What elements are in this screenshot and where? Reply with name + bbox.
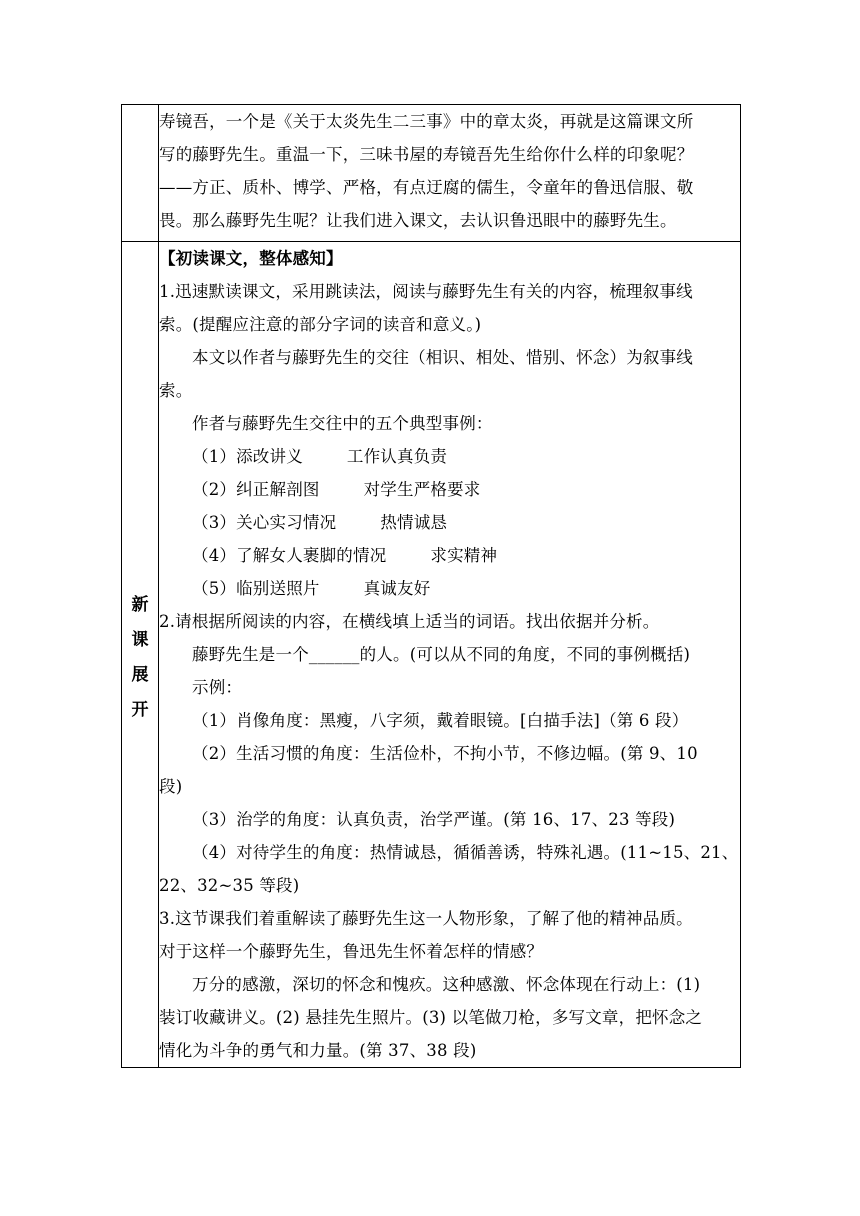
event-text: （2）纠正解剖图 (192, 480, 320, 499)
answer-3-line: 情化为斗争的勇气和力量。(第 37、38 段) (159, 1041, 477, 1060)
event-item (159, 440, 740, 473)
section-label-char: 新 (131, 594, 149, 615)
event-quality: 求实精神 (430, 546, 498, 565)
question-3-line: 3.这节课我们着重解读了藤野先生这一人物形象，了解了他的精神品质。 (159, 909, 693, 928)
example-item-cont: 22、32~35 等段) (159, 876, 300, 895)
intro-line: ——方正、质朴、博学、严格，有点迂腐的儒生，令童年的鲁迅信服、敬 (159, 178, 694, 197)
new-lesson-row (122, 242, 741, 1068)
lesson-content-cell (159, 242, 741, 1068)
intro-line: 写的藤野先生。重温一下，三味书屋的寿镜吾先生给你什么样的印象呢？ (159, 145, 694, 164)
answer-3-line: 万分的感激，深切的怀念和愧疚。这种感激、怀念体现在行动上：(1) (192, 975, 701, 994)
answer-1-intro: 作者与藤野先生交往中的五个典型事例： (192, 414, 493, 433)
question-1-line: 索。(提醒应注意的部分字词的读音和意义。) (159, 315, 482, 334)
intro-line: 寿镜吾，一个是《关于太炎先生二三事》中的章太炎，再就是这篇课文所 (159, 112, 694, 131)
event-item (159, 539, 740, 572)
event-text: （1）添改讲义 (192, 447, 303, 466)
question-1-line: 1.迅速默读课文，采用跳读法，阅读与藤野先生有关的内容，梳理叙事线 (159, 282, 693, 301)
section-label (122, 590, 158, 720)
intro-row (122, 105, 741, 242)
event-item (159, 506, 740, 539)
example-item-cont: 段) (159, 777, 183, 796)
section-label-char: 展 (131, 664, 149, 685)
answer-1-line: 本文以作者与藤野先生的交往（相识、相处、惜别、怀念）为叙事线 (192, 348, 693, 367)
section-label-cell (122, 242, 159, 1068)
intro-label-cell (122, 105, 159, 242)
event-item (159, 473, 740, 506)
section-label-char: 开 (131, 699, 149, 720)
fill-blank: ______ (308, 645, 360, 664)
prompt-pre: 藤野先生是一个 (192, 645, 309, 664)
example-item: （3）治学的角度：认真负责，治学严谨。(第 16、17、23 等段) (192, 810, 676, 829)
answer-1-line: 索。 (159, 381, 193, 400)
event-item (159, 572, 740, 605)
event-text: （3）关心实习情况 (192, 513, 337, 532)
intro-line: 畏。那么藤野先生呢？让我们进入课文，去认识鲁迅眼中的藤野先生。 (159, 211, 677, 230)
question-2: 2.请根据所阅读的内容，在横线填上适当的词语。找出依据并分析。 (159, 612, 660, 631)
intro-content-cell (159, 105, 741, 242)
question-2-prompt (159, 638, 740, 671)
event-quality: 热情诚恳 (380, 513, 448, 532)
event-quality: 真诚友好 (363, 579, 431, 598)
example-label: 示例： (192, 678, 243, 697)
answer-3-line: 装订收藏讲义。(2) 悬挂先生照片。(3) 以笔做刀枪，多写文章，把怀念之 (159, 1008, 703, 1027)
example-item: （1）肖像角度：黑瘦，八字须，戴着眼镜。[白描手法]（第 6 段） (192, 711, 689, 730)
event-text: （4）了解女人裹脚的情况 (192, 546, 387, 565)
section-heading: 【初读课文，整体感知】 (159, 249, 343, 268)
event-quality: 工作认真负责 (346, 447, 448, 466)
example-item: （2）生活习惯的角度：生活俭朴，不拘小节，不修边幅。(第 9、10 (192, 744, 698, 763)
example-item: （4）对待学生的角度：热情诚恳，循循善诱，特殊礼遇。(11~15、21、 (192, 843, 739, 862)
prompt-post: 的人。(可以从不同的角度，不同的事例概括) (359, 645, 691, 664)
question-3-line: 对于这样一个藤野先生，鲁迅先生怀着怎样的情感？ (159, 942, 544, 961)
section-label-char: 课 (131, 629, 149, 650)
event-text: （5）临别送照片 (192, 579, 320, 598)
lesson-plan-table (121, 104, 741, 1068)
event-quality: 对学生严格要求 (363, 480, 481, 499)
